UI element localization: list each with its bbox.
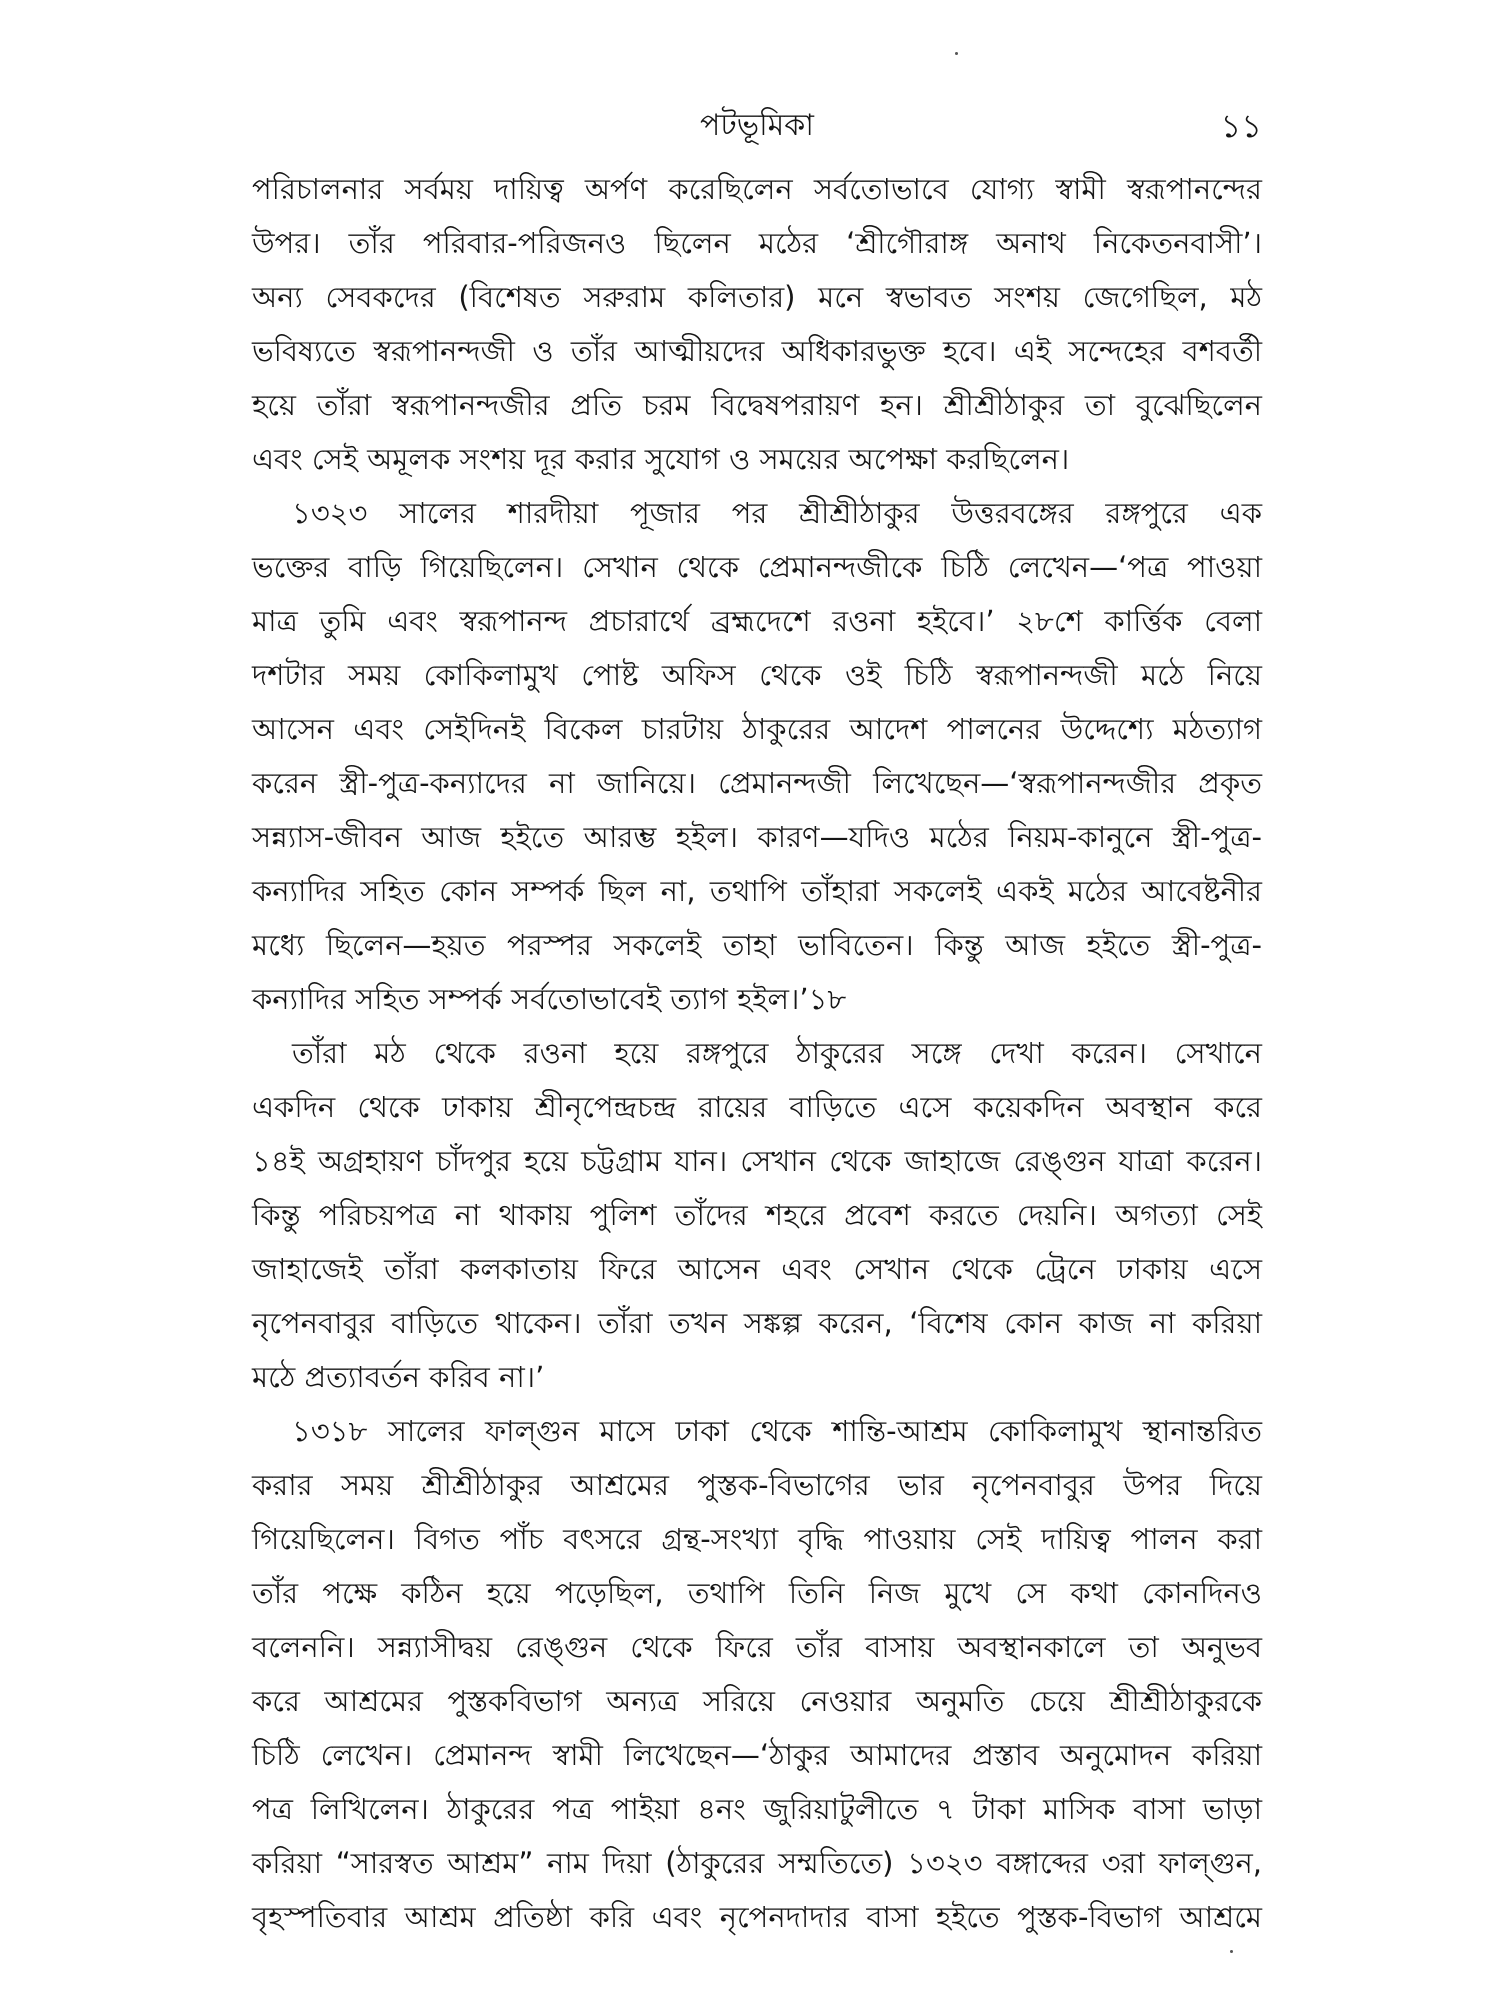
text-line: করিয়া “সারস্বত আশ্রম” নাম দিয়া (ঠাকুরের সম্মতিতে) ১৩২৩ বঙ্গাব্দের ৩রা ফাল্গুন, — [252, 1846, 1262, 1880]
text-line: তাঁর পক্ষে কঠিন হয়ে পড়েছিল, তথাপি তিনি নিজ মুখে সে কথা কোনদিনও — [252, 1576, 1262, 1610]
text-line: সন্ন্যাস-জীবন আজ হইতে আরম্ভ হইল। কারণ—যদিও মঠের নিয়ম-কানুনে স্ত্রী-পুত্র- — [252, 820, 1262, 854]
text-line: পরিচালনার সর্বময় দায়িত্ব অর্পণ করেছিলেন সর্বতোভাবে যোগ্য স্বামী স্বরূপানন্দের — [252, 172, 1262, 206]
text-line: আসেন এবং সেইদিনই বিকেল চারটায় ঠাকুরের আদেশ পালনের উদ্দেশ্যে মঠত্যাগ — [252, 712, 1262, 746]
text-line: ১৩১৮ সালের ফাল্গুন মাসে ঢাকা থেকে শান্তি-আশ্রম কোকিলামুখ স্থানান্তরিত — [292, 1414, 1262, 1448]
text-line: ভবিষ্যতে স্বরূপানন্দজী ও তাঁর আত্মীয়দের অধিকারভুক্ত হবে। এই সন্দেহের বশবর্তী — [252, 334, 1262, 368]
text-line: বলেননি। সন্ন্যাসীদ্বয় রেঙ্গুন থেকে ফিরে তাঁর বাসায় অবস্থানকালে তা অনুভব — [252, 1630, 1262, 1664]
text-line: কিন্তু পরিচয়পত্র না থাকায় পুলিশ তাঁদের শহরে প্রবেশ করতে দেয়নি। অগত্যা সেই — [252, 1198, 1262, 1232]
running-title: পটভূমিকা — [700, 108, 814, 143]
text-line: নৃপেনবাবুর বাড়িতে থাকেন। তাঁরা তখন সঙ্কল্প করেন, ‘বিশেষ কোন কাজ না করিয়া — [252, 1306, 1262, 1340]
body-text — [252, 162, 1262, 1944]
text-line: ১৪ই অগ্রহায়ণ চাঁদপুর হয়ে চট্টগ্রাম যান। সেখান থেকে জাহাজে রেঙ্গুন যাত্রা করেন। — [252, 1144, 1262, 1178]
text-line: গিয়েছিলেন। বিগত পাঁচ বৎসরে গ্রন্থ-সংখ্যা বৃদ্ধি পাওয়ায় সেই দায়িত্ব পালন করা — [252, 1522, 1262, 1556]
text-line: মধ্যে ছিলেন—হয়ত পরস্পর সকলেই তাহা ভাবিতেন। কিন্তু আজ হইতে স্ত্রী-পুত্র- — [252, 928, 1262, 962]
text-line: কন্যাদির সহিত কোন সম্পর্ক ছিল না, তথাপি তাঁহারা সকলেই একই মঠের আবেষ্টনীর — [252, 874, 1262, 908]
text-line: একদিন থেকে ঢাকায় শ্রীনৃপেন্দ্রচন্দ্র রায়ের বাড়িতে এসে কয়েকদিন অবস্থান করে — [252, 1090, 1262, 1124]
running-head — [252, 100, 1262, 152]
text-line: করেন স্ত্রী-পুত্র-কন্যাদের না জানিয়ে। প্রেমানন্দজী লিখেছেন—‘স্বরূপানন্দজীর প্রকৃত — [252, 766, 1262, 800]
text-line: করে আশ্রমের পুস্তকবিভাগ অন্যত্র সরিয়ে নেওয়ার অনুমতি চেয়ে শ্রীশ্রীঠাকুরকে — [252, 1684, 1262, 1718]
text-line: চিঠি লেখেন। প্রেমানন্দ স্বামী লিখেছেন—‘ঠাকুর আমাদের প্রস্তাব অনুমোদন করিয়া — [252, 1738, 1262, 1772]
text-line: কন্যাদির সহিত সম্পর্ক সর্বতোভাবেই ত্যাগ হইল।’১৮ — [252, 982, 847, 1016]
paper-speck — [1230, 1950, 1233, 1953]
text-line: করার সময় শ্রীশ্রীঠাকুর আশ্রমের পুস্তক-বিভাগের ভার নৃপেনবাবুর উপর দিয়ে — [252, 1468, 1262, 1502]
text-line: দশটার সময় কোকিলামুখ পোষ্ট অফিস থেকে ওই চিঠি স্বরূপানন্দজী মঠে নিয়ে — [252, 658, 1262, 692]
text-line: ১৩২৩ সালের শারদীয়া পূজার পর শ্রীশ্রীঠাকুর উত্তরবঙ্গের রঙ্গপুরে এক — [292, 496, 1262, 530]
text-line: মাত্র তুমি এবং স্বরূপানন্দ প্রচারার্থে ব্রহ্মদেশে রওনা হইবে।’ ২৮শে কার্ত্তিক বেলা — [252, 604, 1262, 638]
text-line: মঠে প্রত্যাবর্তন করিব না।’ — [252, 1360, 545, 1394]
text-line: হয়ে তাঁরা স্বরূপানন্দজীর প্রতি চরম বিদ্বেষপরায়ণ হন। শ্রীশ্রীঠাকুর তা বুঝেছিলেন — [252, 388, 1262, 422]
text-line: অন্য সেবকদের (বিশেষত সরুরাম কলিতার) মনে স্বভাবত সংশয় জেগেছিল, মঠ — [252, 280, 1262, 314]
text-line: তাঁরা মঠ থেকে রওনা হয়ে রঙ্গপুরে ঠাকুরের সঙ্গে দেখা করেন। সেখানে — [292, 1036, 1262, 1070]
text-line: উপর। তাঁর পরিবার-পরিজনও ছিলেন মঠের ‘শ্রীগৌরাঙ্গ অনাথ নিকেতনবাসী’। — [252, 226, 1262, 260]
text-line: জাহাজেই তাঁরা কলকাতায় ফিরে আসেন এবং সেখান থেকে ট্রেনে ঢাকায় এসে — [252, 1252, 1262, 1286]
text-line: ভক্তের বাড়ি গিয়েছিলেন। সেখান থেকে প্রেমানন্দজীকে চিঠি লেখেন—‘পত্র পাওয়া — [252, 550, 1262, 584]
page-number: ১১ — [1220, 107, 1262, 145]
text-line: এবং সেই অমূলক সংশয় দূর করার সুযোগ ও সময়ের অপেক্ষা করছিলেন। — [252, 442, 1070, 476]
text-line: পত্র লিখিলেন। ঠাকুরের পত্র পাইয়া ৪নং জুরিয়াটুলীতে ৭ টাকা মাসিক বাসা ভাড়া — [252, 1792, 1262, 1826]
paper-speck — [955, 52, 958, 55]
text-line: বৃহস্পতিবার আশ্রম প্রতিষ্ঠা করি এবং নৃপেনদাদার বাসা হইতে পুস্তক-বিভাগ আশ্রমে — [252, 1900, 1262, 1934]
